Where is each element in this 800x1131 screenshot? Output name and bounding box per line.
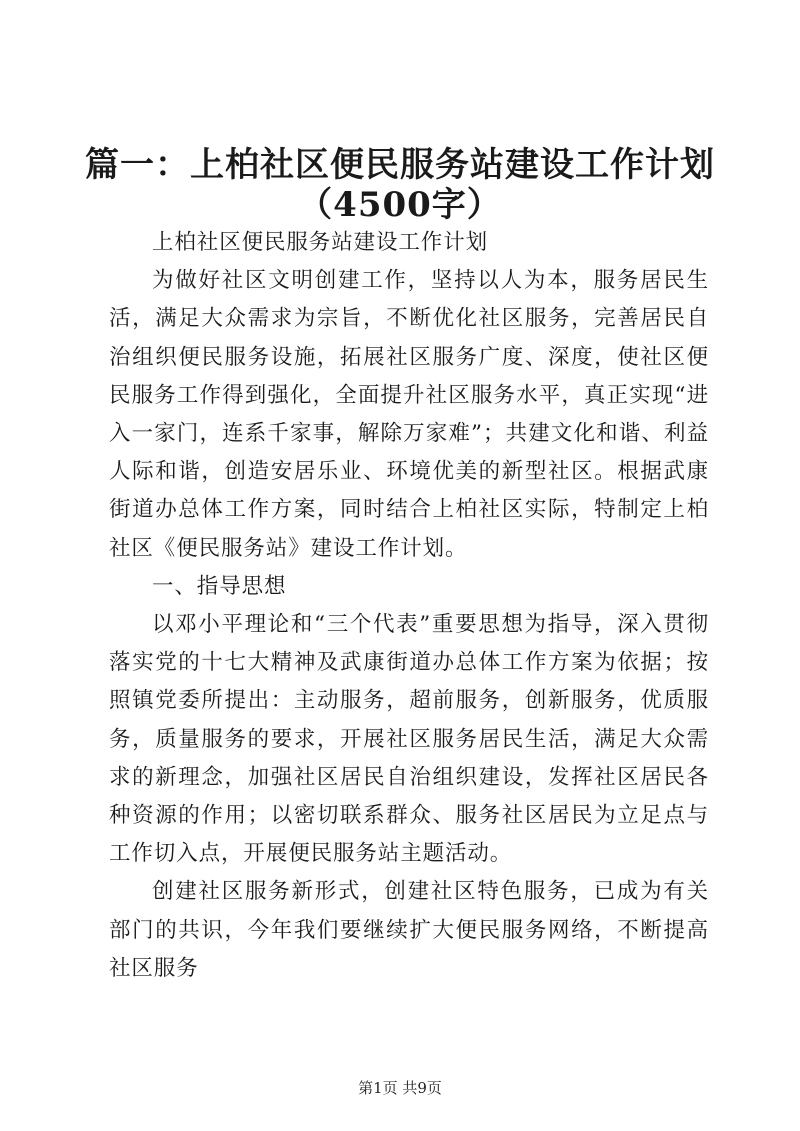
document-subtitle-word-count: （4500字） <box>298 185 502 225</box>
document-title: 篇一：上柏社区便民服务站建设工作计划 <box>85 145 715 185</box>
page-number-footer: 第1页 共9页 <box>358 1079 442 1097</box>
paragraph-plan-heading: 上柏社区便民服务站建设工作计划 <box>152 230 489 255</box>
paragraph-guiding-ideology: 以邓小平理论和“三个代表”重要思想为指导，深入贯彻落实党的十七大精神及武康街道办总体工作方案为依据；按照镇党委所提出：主动服务，超前服务，创新服务，优质服务，质量服务的要求，开展社区服务居民生活，满足大众需求的新理念，加强社区居民自治组织建设，发挥社区居民各种资源的作用；以密切联系群众、服务社区居民为立足点与工作切入点，开展便民服务站主题活动。 <box>109 612 709 867</box>
paragraph-service-innovation: 创建社区服务新形式，创建社区特色服务，已成为有关部门的共识，今年我们要继续扩大便民服务网络，不断提高社区服务 <box>109 879 709 981</box>
document-body <box>109 224 709 988</box>
paragraph-introduction: 为做好社区文明创建工作，坚持以人为本，服务居民生活，满足大众需求为宗旨，不断优化社区服务，完善居民自治组织便民服务设施，拓展社区服务广度、深度，使社区便民服务工作得到强化，全面提升社区服务水平，真正实现“进入一家门，连系千家事，解除万家难”；共建文化和谐、利益人际和谐，创造安居乐业、环境优美的新型社区。根据武康街道办总体工作方案，同时结合上柏社区实际，特制定上柏社区《便民服务站》建设工作计划。 <box>109 268 709 561</box>
section-heading-guiding-ideology: 一、指导思想 <box>152 573 287 599</box>
